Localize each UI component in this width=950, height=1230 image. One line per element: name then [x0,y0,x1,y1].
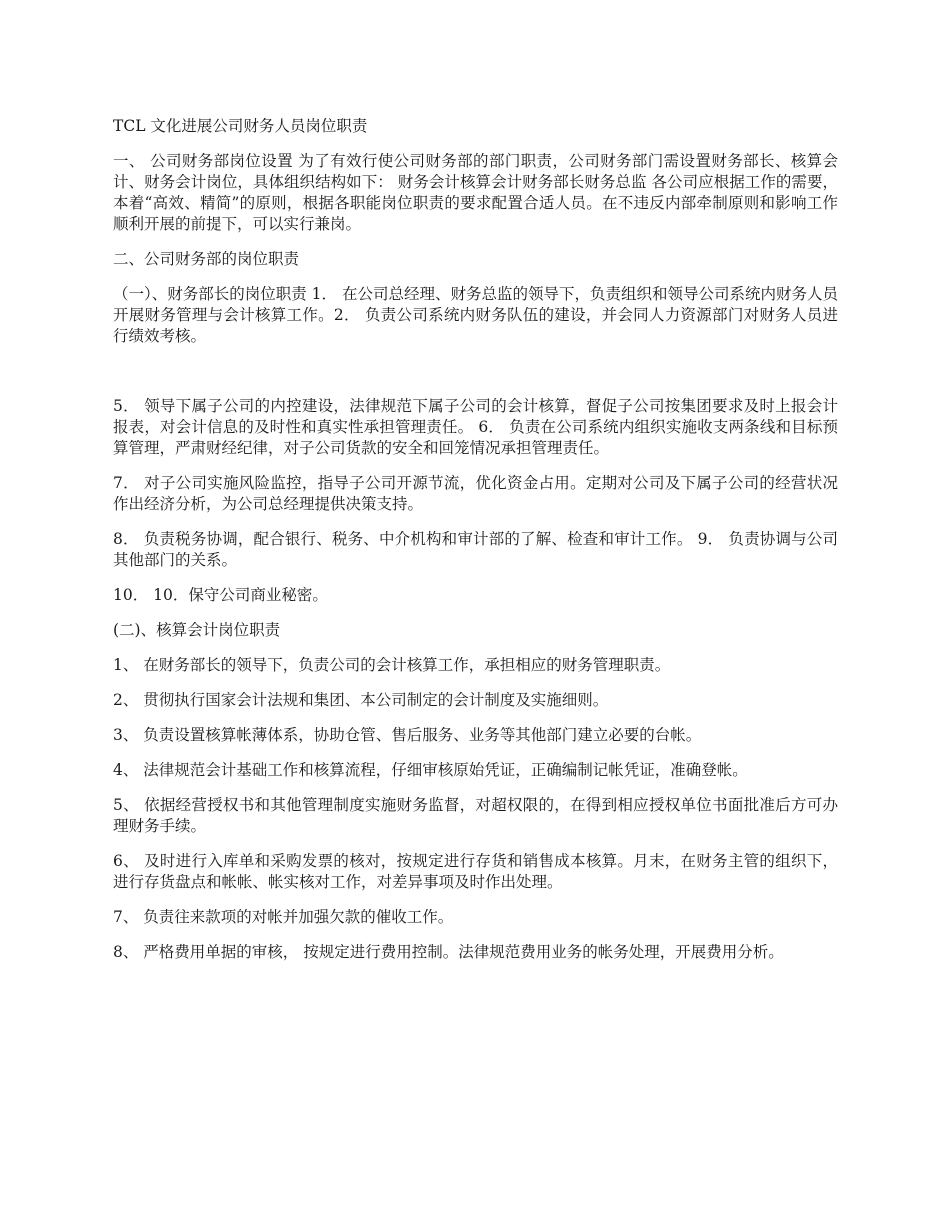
list-item-accounting-6: 6、 及时进行入库单和采购发票的核对，按规定进行存货和销售成本核算。月末，在财务主管的组织下，进行存货盘点和帐帐、帐实核对工作，对差异事项及时作出处理。 [113,852,838,891]
list-item-accounting-1: 1、 在财务部长的领导下，负责公司的会计核算工作，承担相应的财务管理职责。 [113,656,671,674]
section-heading-accounting: (二)、核算会计岗位职责 [113,621,281,639]
list-item-accounting-5: 5、 依据经营授权书和其他管理制度实施财务监督，对超权限的，在得到相应授权单位书面批准后方可办理财务手续。 [113,796,838,835]
list-item-accounting-4: 4、 法律规范会计基础工作和核算流程，仔细审核原始凭证，正确编制记帐凭证，准确登帐。 [113,761,748,779]
paragraph-org-structure: 一、 公司财务部岗位设置 为了有效行使公司财务部的部门职责，公司财务部门需设置财务部长、核算会计、财务会计岗位，具体组织结构如下： 财务会计核算会计财务部长财务总监 各公司应根据工作的需要，本着“高效、精简”的原则，根据各职能岗位职责的要求配置合适人员。在不违反内部牵制原则和影响工作顺利开展的前提下，可以实行兼岗。 [113,152,838,233]
document-page [113,116,838,977]
paragraph-duty-8-9: 8． 负责税务协调，配合银行、税务、中介机构和审计部的了解、检查和审计工作。 9． 负责协调与公司其他部门的关系。 [113,530,838,569]
list-item-accounting-8: 8、 严格费用单据的审核， 按规定进行费用控制。法律规范费用业务的帐务处理，开展费用分析。 [113,943,784,961]
list-item-accounting-2: 2、 贯彻执行国家会计法规和集团、本公司制定的会计制度及实施细则。 [113,691,609,709]
document-title: TCL 文化进展公司财务人员岗位职责 [113,117,368,135]
paragraph-finance-head-duties: （一）、财务部长的岗位职责 1． 在公司总经理、财务总监的领导下，负责组织和领导公司系统内财务人员开展财务管理与会计核算工作。2． 负责公司系统内财务队伍的建设，并会同人力资源部门对财务人员进行绩效考核。 [113,285,838,345]
paragraph-duty-5-6: 5． 领导下属子公司的内控建设，法律规范下属子公司的会计核算，督促子公司按集团要求及时上报会计报表，对会计信息的及时性和真实性承担管理责任。 6． 负责在公司系统内组织实施收支两条线和目标预算管理，严肃财经纪律，对子公司货款的安全和回笼情况承担管理责任。 [113,397,838,457]
section-heading-duties: 二、公司财务部的岗位职责 [113,250,300,268]
list-item-accounting-3: 3、 负责设置核算帐薄体系，协助仓管、售后服务、业务等其他部门建立必要的台帐。 [113,726,702,744]
list-item-accounting-7: 7、 负责往来款项的对帐并加强欠款的催收工作。 [113,908,454,926]
paragraph-duty-10: 10． 10．保守公司商业秘密。 [113,586,328,604]
paragraph-duty-7: 7． 对子公司实施风险监控，指导子公司开源节流，优化资金占用。定期对公司及下属子公司的经营状况作出经济分析，为公司总经理提供决策支持。 [113,474,838,513]
